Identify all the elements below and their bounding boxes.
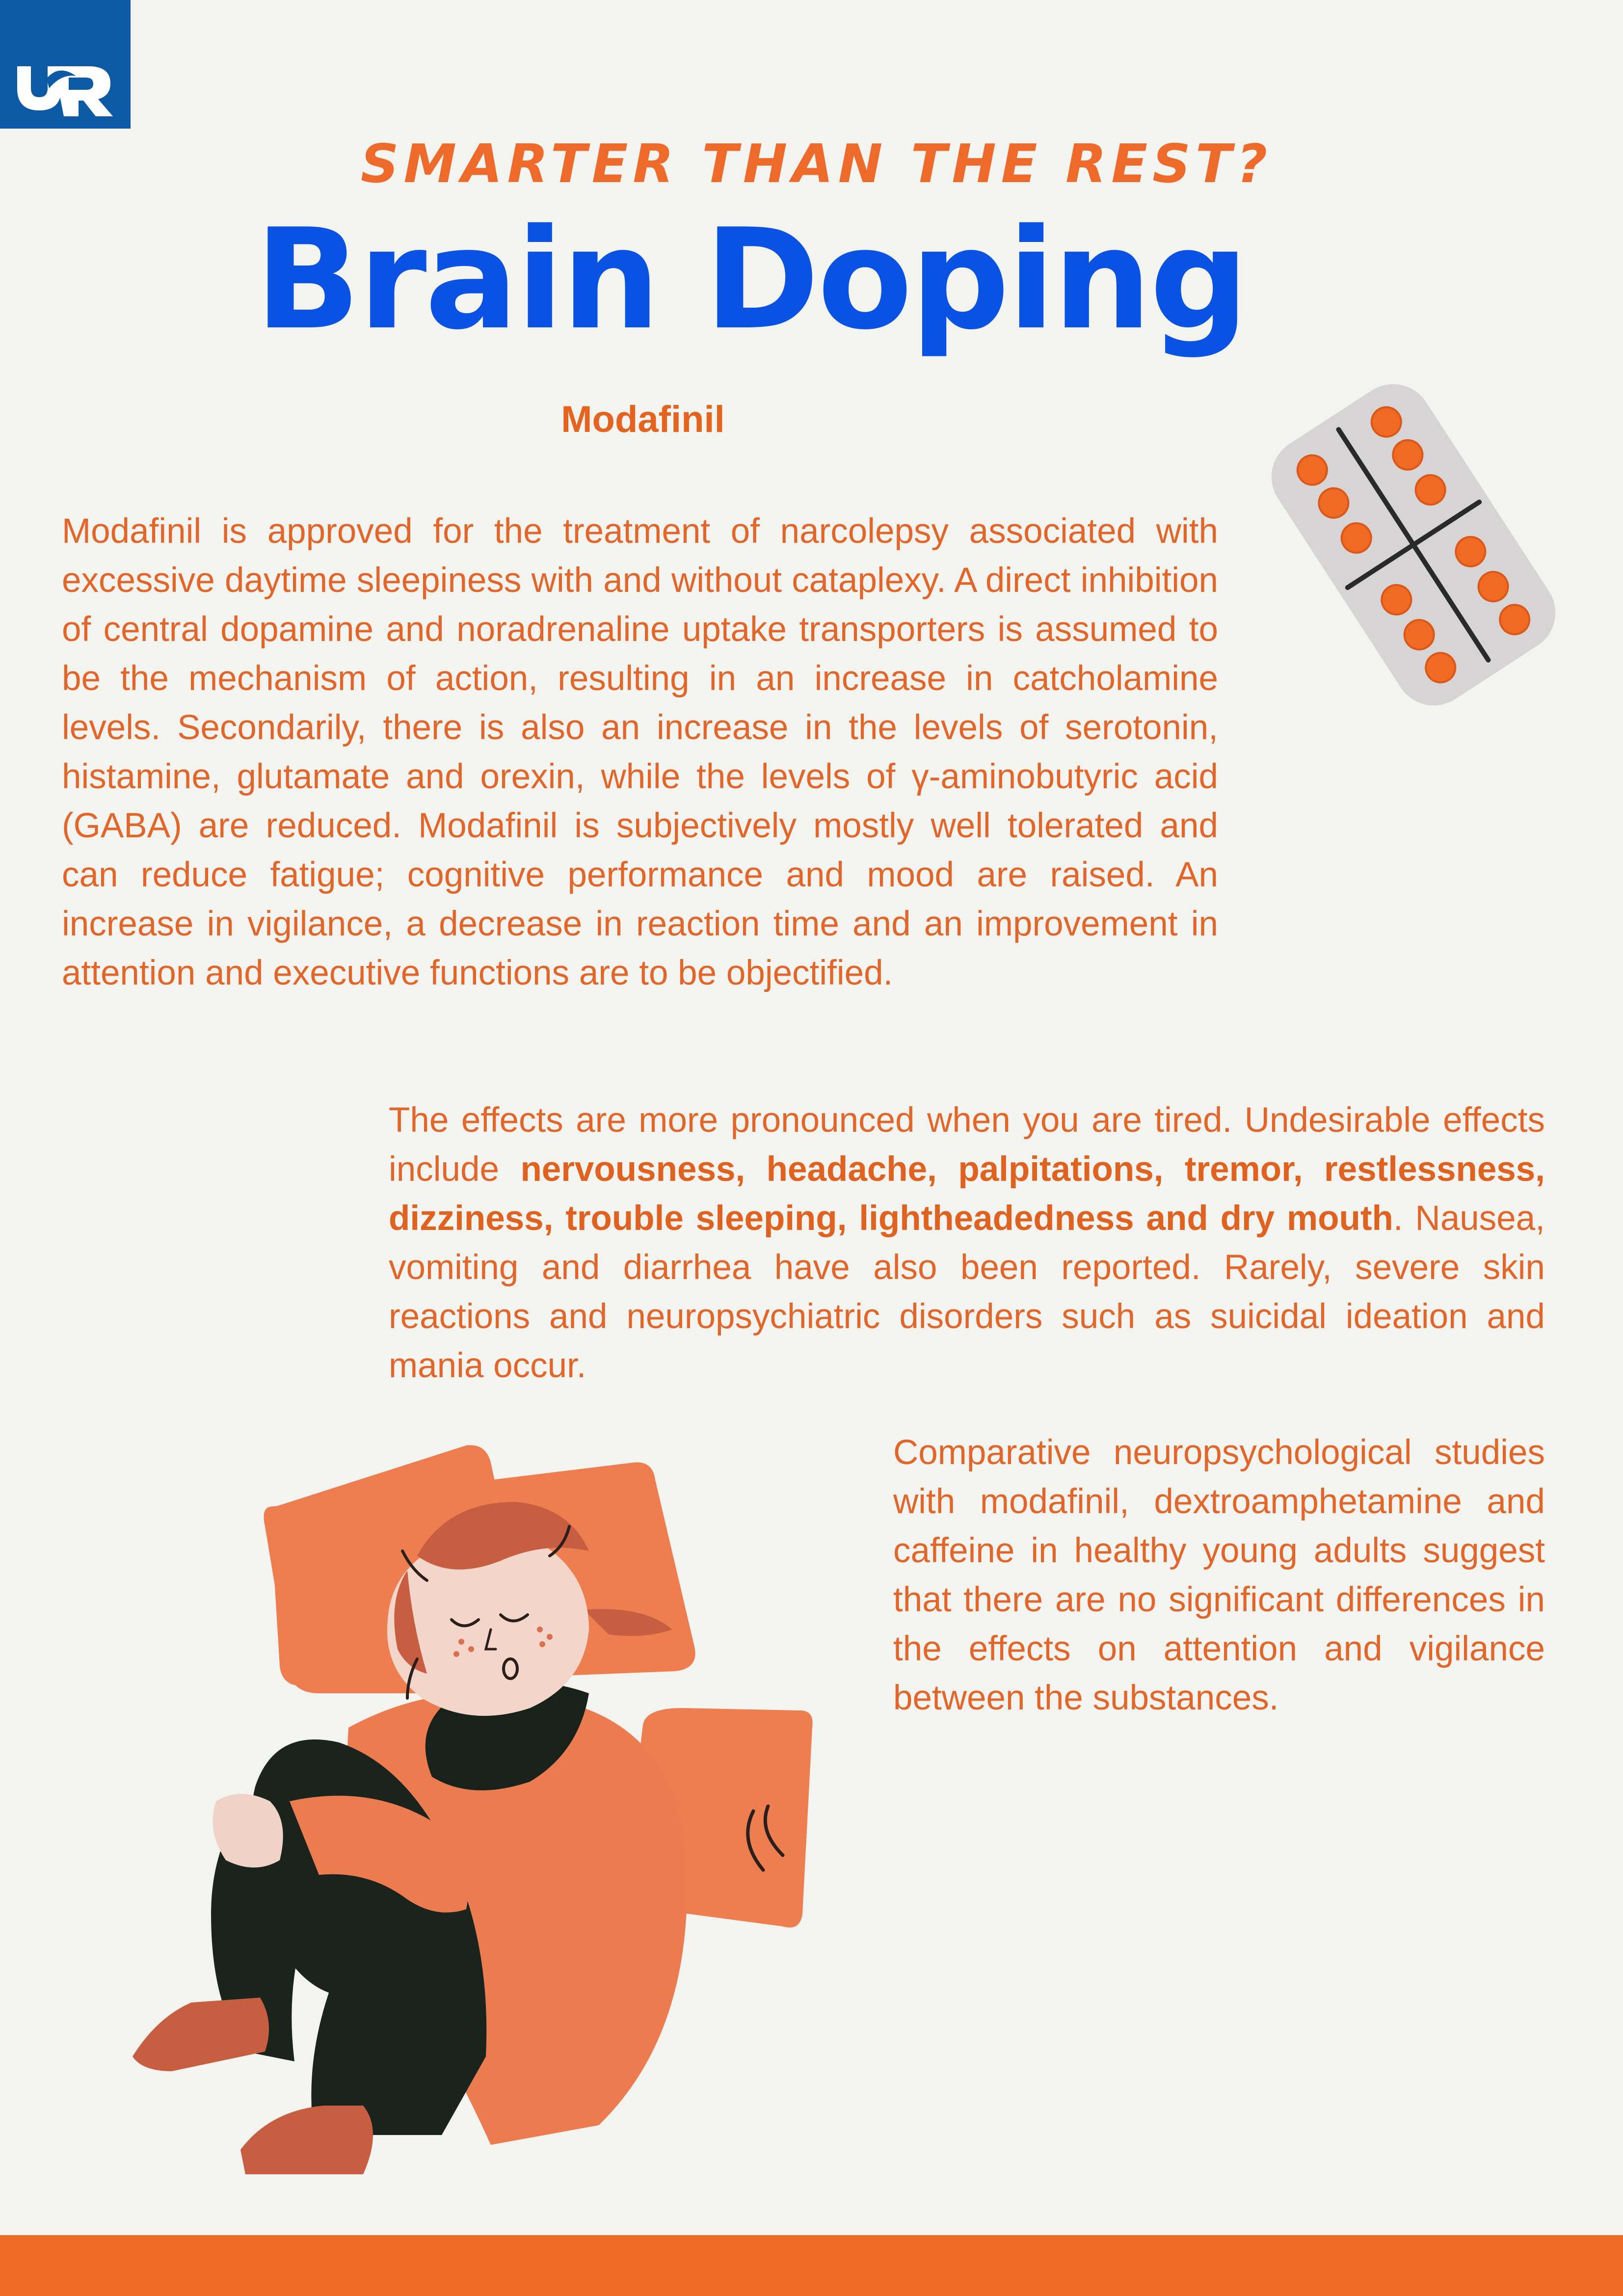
section-subtitle: Modafinil — [561, 399, 725, 440]
paragraph-side-effects — [389, 1096, 1545, 1390]
university-logo — [0, 0, 131, 129]
paragraph-comparative-studies: Comparative neuropsychological studies with modafinil, dextroamphetamine and caffeine in healthy young adults suggest that there are no significant differences in the effects on attention and vigilance between the substances. — [893, 1433, 1545, 1717]
page-title: Brain Doping — [255, 199, 1247, 360]
logo-mark-icon — [0, 0, 131, 129]
side-effects-outro: . Nausea, vomiting and diarrhea have also been reported. Rarely, severe skin reactions and neuropsychiatric disorders such as suicidal ideation and mania occur. — [389, 1199, 1545, 1385]
pill-blister-pack-icon — [1261, 363, 1566, 726]
sleeping-person-illustration — [69, 1423, 878, 2189]
kicker-heading: SMARTER THAN THE REST? — [360, 133, 1273, 195]
footer-bar — [0, 2235, 1623, 2296]
side-effects-list: nervousness, headache, palpitations, tremor, restlessness, dizziness, trouble sleeping, lightheadedness and dry mouth — [389, 1150, 1545, 1238]
side-effects-intro: The effects are more pronounced when you are tired. Undesirable effects include — [389, 1101, 1545, 1189]
paragraph-mechanism: Modafinil is approved for the treatment of narcolepsy associated with excessive daytime sleepiness with and without cataplexy. A direct inhibition of central dopamine and noradrenaline uptake transporters is assumed to be the mechanism of action, resulting in an increase in catcholamine levels. Secondarily, there is also an increase in the levels of serotonin, histamine, glutamate and orexin, while the levels of γ-aminobutyric acid (GABA) are reduced. Modafinil is subjectively mostly well tolerated and can reduce fatigue; cognitive performance and mood are raised. An increase in vigilance, a decrease in reaction time and an improvement in attention and executive functions are to be objectified. — [62, 512, 1218, 992]
